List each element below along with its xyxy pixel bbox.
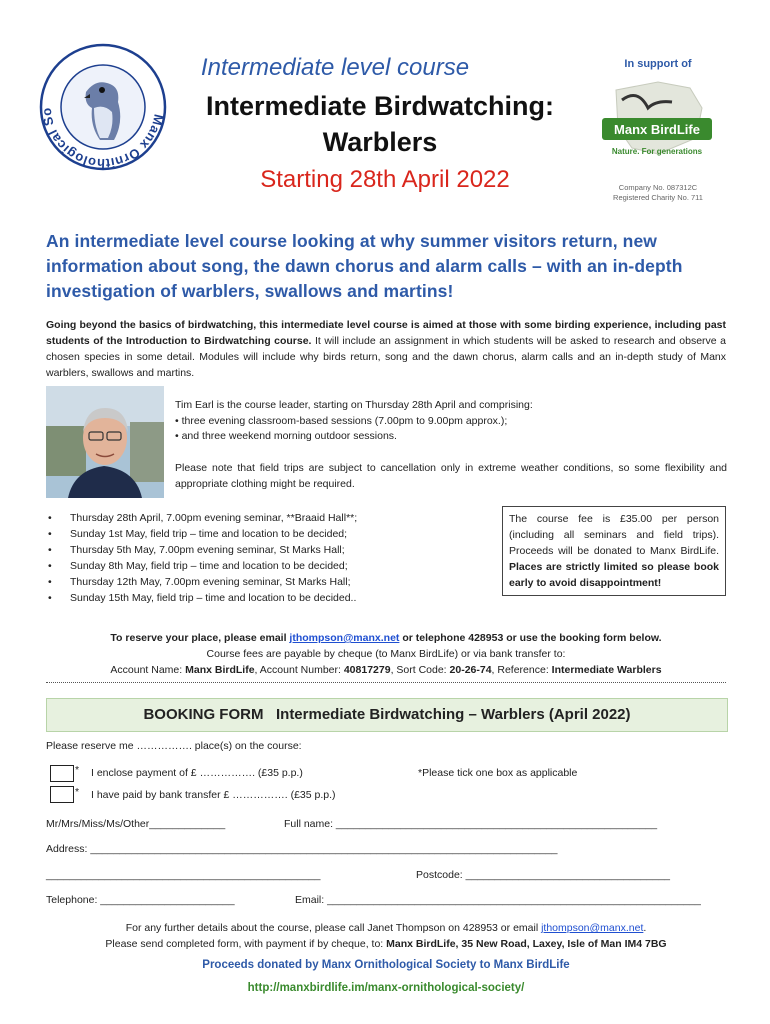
session-item: • three evening classroom-based sessions (7.00pm to 9.00pm approx.);	[175, 414, 508, 427]
headline: An intermediate level course looking at why summer visitors return, new information about song, the dawn chorus and alarm calls – with an in-depth investigation of warblers, swallows and martins!	[46, 231, 683, 301]
date-item: • Sunday 8th May, field trip – time and location to be decided;	[46, 558, 496, 574]
reserve-line-1	[46, 630, 726, 646]
birdlife-name: Manx BirdLife	[614, 122, 700, 137]
acc-no: 40817279	[343, 664, 391, 676]
mos-logo	[38, 42, 168, 172]
session-list	[175, 414, 735, 445]
website-link[interactable]: http://manxbirdlife.im/manx-ornithological-society/	[247, 982, 525, 994]
fee-box	[502, 506, 726, 596]
support-label: In support of	[624, 58, 692, 70]
tick-star-2: *	[75, 786, 80, 798]
start-date: Starting 28th April 2022	[260, 166, 510, 193]
title-line-2: Warblers	[322, 127, 438, 157]
fee-bold: Places are strictly limited so please book early to avoid disappointment!	[509, 561, 719, 589]
send-label: Please send completed form, with payment if by cheque, to:	[105, 938, 387, 950]
send-address: Manx BirdLife, 35 New Road, Laxey, Isle of Man IM4 7BG	[386, 938, 667, 950]
fee-text: The course fee is £35.00 per person (including all seminars and field trips). Proceeds will be donated to Manx BirdLife.	[509, 513, 719, 557]
leader-text: Tim Earl is the course leader, starting on Thursday 28th April and comprising:	[175, 399, 533, 411]
payment-transfer-checkbox[interactable]	[50, 786, 74, 803]
course-level: Intermediate level course	[200, 54, 470, 81]
contact-email-link[interactable]: jthompson@manx.net	[541, 922, 644, 934]
intro-rest: It will include an assignment in which students will be asked to research and observe a chosen species in some detail. Modules will include why birds return, song and the dawn chorus, alarm calls and an in-depth study of Manx warblers, swallows and martins.	[46, 335, 726, 379]
email-field[interactable]: Email: ________________________________________________________________	[295, 894, 701, 906]
sort-code: 20-26-74	[449, 664, 492, 676]
company-info	[598, 183, 718, 203]
date-list	[46, 510, 496, 606]
reference: Intermediate Warblers	[551, 664, 662, 676]
tick-star-1: *	[75, 764, 80, 776]
contact-text: For any further details about the course, please call Janet Thompson on 428953 or email	[125, 922, 542, 934]
date-item: • Thursday 5th May, 7.00pm evening seminar, St Marks Hall;	[46, 542, 496, 558]
course-leader-photo	[46, 386, 164, 498]
page-title	[170, 88, 590, 160]
payment-cheque-checkbox[interactable]	[50, 765, 74, 782]
contact-line	[46, 920, 726, 936]
proceeds-line: Proceeds donated by Manx Ornithological Society to Manx BirdLife	[202, 959, 570, 971]
telephone-field[interactable]: Telephone: _______________________	[46, 894, 235, 906]
course-leader-info	[175, 398, 735, 445]
weather-note: Please note that field trips are subject to cancellation only in extreme weather conditions, so some flexibility and appropriate clothing might be required.	[175, 462, 727, 490]
title-field[interactable]: Mr/Mrs/Miss/Ms/Other_____________	[46, 818, 226, 830]
postcode-field[interactable]: Postcode: ___________________________________	[416, 869, 670, 881]
acc-no-label: , Account Number:	[254, 664, 344, 676]
date-item: • Thursday 28th April, 7.00pm evening seminar, **Braaid Hall**;	[46, 510, 496, 526]
date-item: • Sunday 15th May, field trip – time and location to be decided..	[46, 590, 496, 606]
address-field[interactable]: Address: ________________________________________________________________________________	[46, 843, 558, 855]
session-item: • and three weekend morning outdoor sessions.	[175, 430, 397, 442]
booking-form-title	[46, 698, 728, 732]
manx-birdlife-logo	[598, 78, 716, 160]
reserve-email-link[interactable]: jthompson@manx.net	[289, 632, 400, 644]
ref-label: , Reference:	[491, 664, 552, 676]
tick-note: *Please tick one box as applicable	[418, 767, 578, 779]
option-transfer-label: I have paid by bank transfer £ ……………. (£35 p.p.)	[91, 789, 336, 801]
intro-bold: Going beyond the basics of birdwatching, this intermediate level course is aimed at those with some birding experience, including past students of the Introduction to Birdwatching course.	[46, 319, 726, 347]
charity-no: Registered Charity No. 711	[613, 193, 703, 202]
acc-name: Manx BirdLife	[185, 664, 255, 676]
date-item: • Sunday 1st May, field trip – time and location to be decided;	[46, 526, 496, 542]
contact-info	[46, 920, 726, 952]
account-details	[46, 662, 726, 678]
reserve-line-2: Course fees are payable by cheque (to Manx BirdLife) or via bank transfer to:	[206, 648, 566, 660]
reserve-part2: or telephone 428953 or use the booking form below.	[399, 632, 662, 644]
reserve-places-line: Please reserve me ……………. place(s) on the course:	[46, 740, 302, 752]
divider	[46, 682, 726, 683]
option-cheque-label: I enclose payment of £ ……………. (£35 p.p.)	[91, 767, 303, 779]
sort-label: , Sort Code:	[390, 664, 450, 676]
mos-logo-text: Manx Ornithological So	[38, 106, 167, 172]
contact-end: .	[643, 922, 647, 934]
booking-title-left: BOOKING FORM	[143, 706, 264, 723]
company-no: Company No. 087312C	[618, 183, 698, 192]
title-line-1: Intermediate Birdwatching:	[205, 91, 555, 121]
booking-title-right: Intermediate Birdwatching – Warblers (April 2022)	[275, 706, 631, 723]
fullname-field[interactable]: Full name: _______________________________________________________	[284, 818, 658, 830]
acc-name-label: Account Name:	[110, 664, 186, 676]
reserve-part1: To reserve your place, please email	[110, 632, 290, 644]
send-line	[46, 936, 726, 952]
date-item: • Thursday 12th May, 7.00pm evening seminar, St Marks Hall;	[46, 574, 496, 590]
birdlife-tagline: Nature. For generations	[611, 147, 703, 156]
intro-paragraph	[46, 317, 726, 381]
address-line-2-field[interactable]: _______________________________________________	[46, 869, 321, 881]
reserve-info	[46, 630, 726, 678]
